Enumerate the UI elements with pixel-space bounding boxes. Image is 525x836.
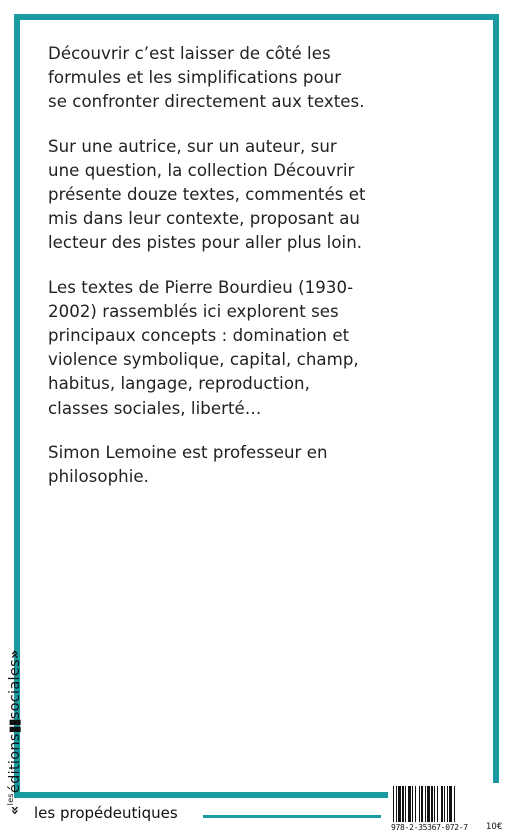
barcode-bar — [431, 786, 433, 822]
price: 10€ — [486, 822, 503, 832]
barcode-bar — [454, 786, 455, 822]
barcode-bar — [441, 786, 443, 822]
barcode-bar — [393, 786, 394, 822]
paragraph-author: Simon Lemoine est professeur en philosophie. — [48, 442, 328, 487]
barcode-bar — [408, 786, 411, 822]
barcode-bar — [449, 786, 452, 822]
publisher-logo: «$^{les}$éditions▮▮sociales» — [6, 649, 23, 815]
barcode-bar — [434, 786, 435, 822]
paragraph-bourdieu: Les textes de Pierre Bourdieu (1930- 2002) rassemblés ici explorent ses principaux concepts : domination et violence symbolique, capital, champ, habitus, langage, reproduction, classes sociales, liberté… — [48, 277, 359, 418]
barcode-bar — [405, 786, 406, 822]
barcode-bar — [402, 786, 404, 822]
barcode — [393, 786, 475, 822]
barcode-bar — [421, 786, 423, 822]
barcode-box — [388, 783, 512, 835]
barcode-bar — [427, 786, 430, 822]
barcode-bar — [412, 786, 413, 822]
barcode-bar — [425, 786, 426, 822]
paragraph-intro: Découvrir c’est laisser de côté les formules et les simplifications pour se confronter directement aux textes. — [48, 44, 365, 112]
barcode-bar — [447, 786, 448, 822]
paragraph-collection: Sur une autrice, sur un auteur, sur une question, la collection Découvrir présente douze textes, commentés et mis dans leur contexte, proposant au lecteur des pistes pour aller plus loin. — [48, 136, 366, 253]
barcode-bar — [415, 786, 416, 822]
collection-name: les propédeutiques — [34, 804, 178, 822]
barcode-bar — [419, 786, 420, 822]
barcode-bar — [444, 786, 445, 822]
isbn-number: 978-2-35367-072-7 — [391, 823, 468, 832]
accent-rule — [203, 815, 381, 818]
back-cover-text — [48, 42, 468, 509]
barcode-bar — [437, 786, 438, 822]
barcode-bar — [396, 786, 397, 822]
barcode-bar — [398, 786, 401, 822]
